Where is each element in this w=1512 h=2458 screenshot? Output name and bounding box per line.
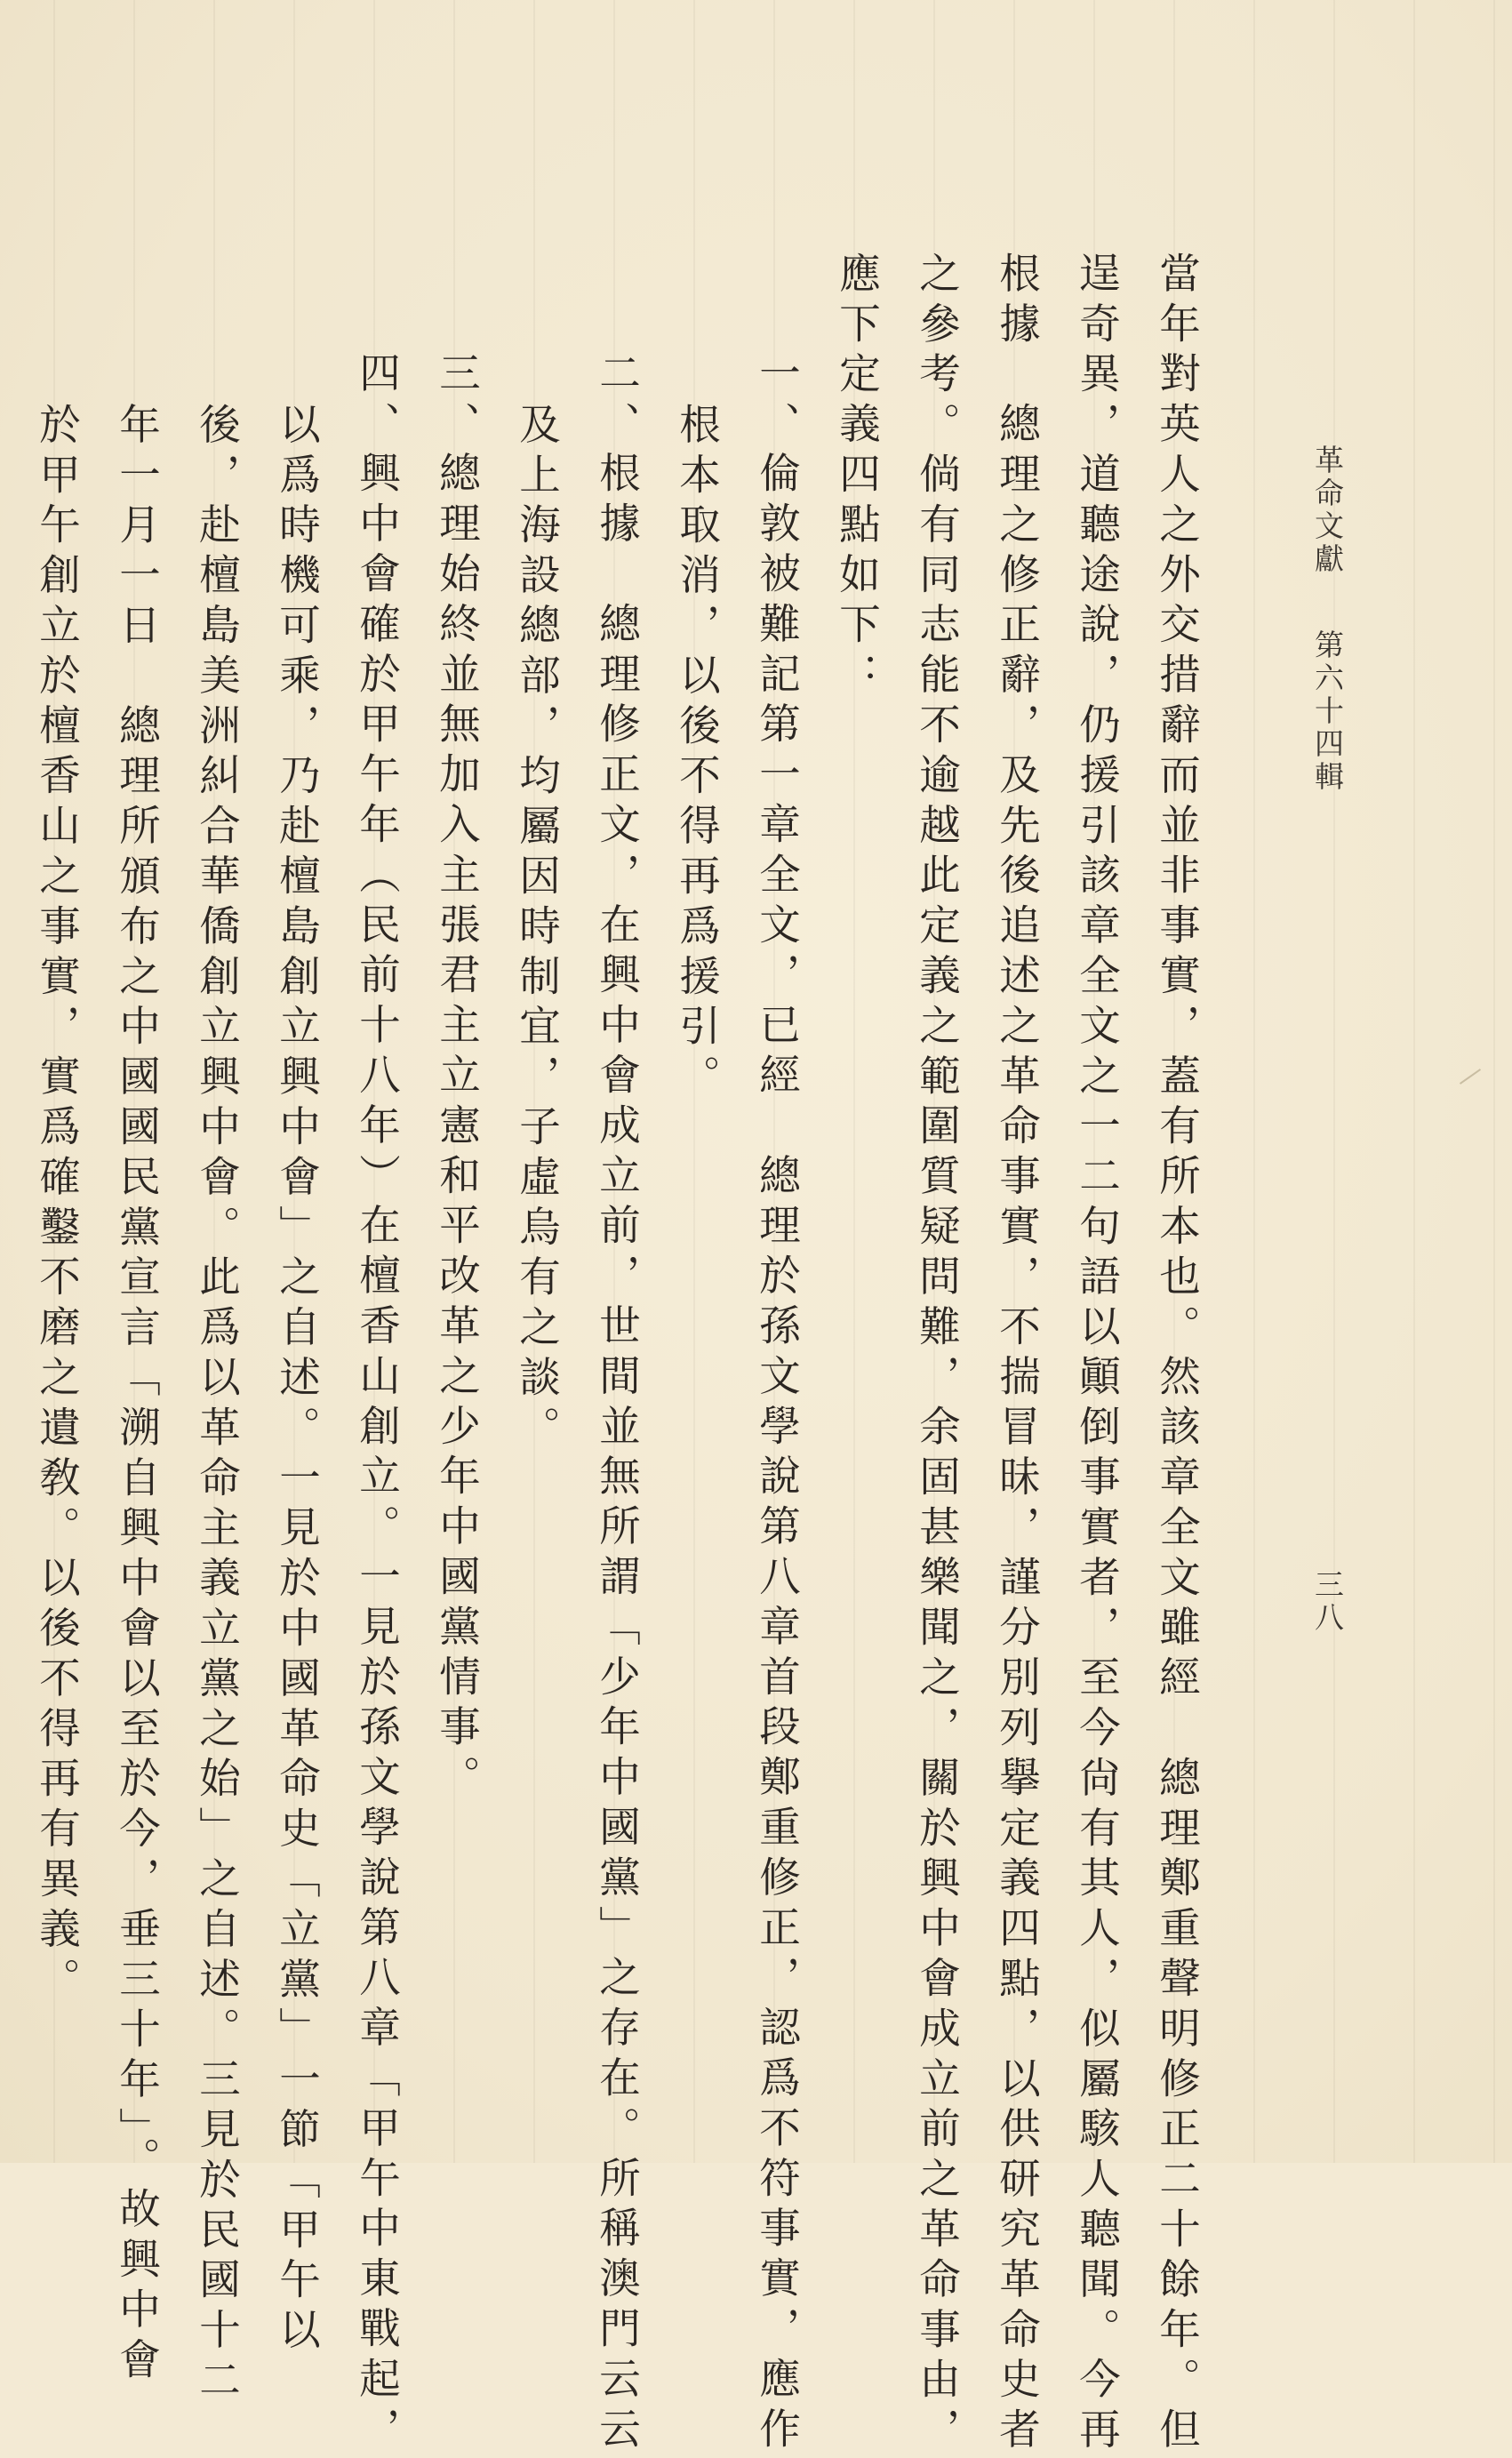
volume-label: 第六十四輯	[1310, 629, 1345, 794]
text-column: 後，赴檀島美洲糾合華僑創立興中會。此爲以革命主義立黨之始」之自述。三見於民國十二	[193, 403, 241, 2408]
book-title: 革命文獻	[1310, 444, 1345, 576]
closing-paragraph	[0, 252, 17, 1958]
body-text	[0, 252, 1217, 2458]
text-column: 以爲時機可乘，乃赴檀島創立興中會」之自述。一見於中國革命史「立黨」一節「甲午以	[273, 403, 321, 2358]
paper-mark	[1460, 1069, 1481, 1085]
definition-item-1: 一、倫敦被難記第一章全文，已經 總理於孫文學說第八章首段鄭重修正，認爲不符事實，應作	[753, 351, 801, 2457]
page-number: 三八	[1310, 1569, 1345, 1635]
definition-item-2: 二、根據 總理修正文，在興中會成立前，世間並無所謂「少年中國黨」之存在。所稱澳門云云	[593, 351, 641, 2457]
text-column: 當年對英人之外交措辭而並非事實，蓋有所本也。然該章全文雖經 總理鄭重聲明修正二十餘年。但	[1153, 252, 1201, 2458]
definition-item-4: 四、興中會確於甲午年（民前十八年）在檀香山創立。一見於孫文學說第八章「甲午中東戰起，	[353, 351, 401, 2457]
text-column: 之參考。倘有同志能不逾越此定義之範圍質疑問難，余固甚樂聞之，關於興中會成立前之革命事由，	[913, 252, 961, 2458]
text-column: 根據 總理之修正辭，及先後追述之革命事實，不揣冒昧，謹分別列擧定義四點，以供研究革命史者	[993, 252, 1041, 2458]
definition-item-3: 三、總理始終並無加入主張君主立憲和平改革之少年中國黨情事。	[433, 351, 481, 1805]
text-column: 年一月一日 總理所頒布之中國國民黨宣言「溯自興中會以至於今，垂三十年」。故興中會	[113, 403, 161, 2388]
text-column: 逞奇異，道聽途說，仍援引該章全文之一二句語以顚倒事實者，至今尙有其人，似屬駭人聽聞。今再	[1073, 252, 1121, 2458]
text-column: 根本取消，以後不得再爲援引。	[673, 403, 721, 1105]
text-column: 於甲午創立於檀香山之事實，實爲確鑿不磨之遺敎。以後不得再有異義。	[33, 403, 81, 2007]
running-header	[1307, 444, 1348, 794]
text-column: 應下定義四點如下：	[833, 252, 881, 703]
text-column: 及上海設總部，均屬因時制宜，子虛烏有之談。	[513, 403, 561, 1456]
